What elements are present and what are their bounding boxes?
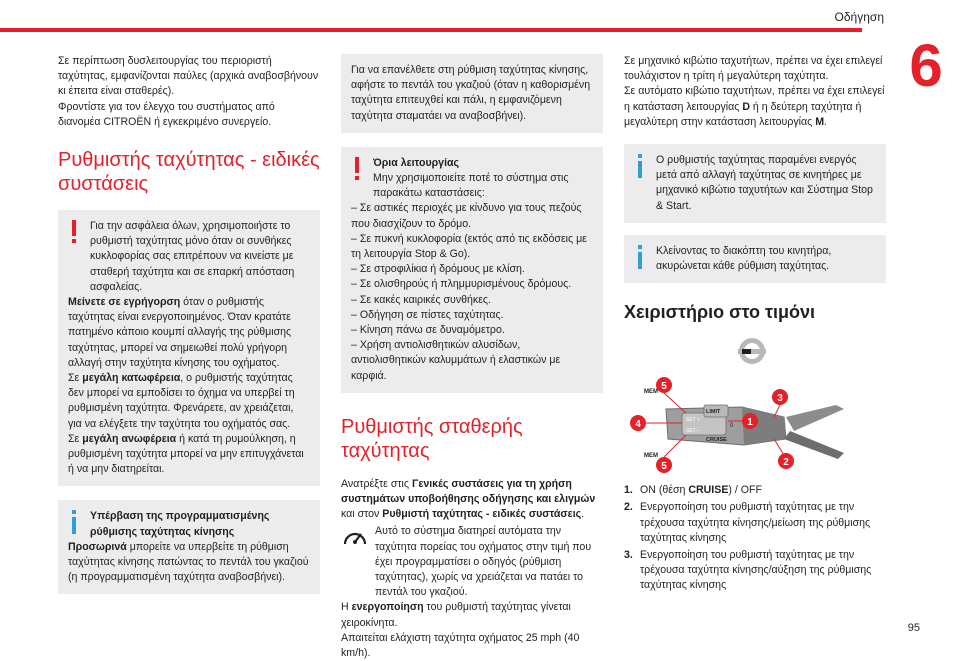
list-item: – Σε αστικές περιοχές με κίνδυνο για τους πεζούς που διασχίζουν το δρόμο. [351,202,582,230]
list-item: – Χρήση αντιολισθητικών αλυσίδων, αντιολισθητικών καλυμμάτων ή ελαστικών με καρφιά. [351,339,561,382]
zero-label: 0 [730,423,734,430]
cruise-control-icon [341,524,369,552]
steering-wheel-icon [738,338,766,364]
list-item: – Σε ολισθηρούς ή πλημμυρισμένους δρόμους. [351,278,572,291]
callout-5-top [656,377,672,393]
box-text: Για να επανέλθετε στη ρύθμιση ταχύτητας κίνησης, αφήστε το πεντάλ του γκαζιού (όταν η καθορισμένη ταχύτητα επιτευχθεί και πάλι, η εμφανιζόμενη ταχύτητα σταματάει να αναβοσβήνει). [351,64,591,122]
info-text: Κλείνοντας το διακόπτη του κινητήρα, ακυρώνεται κάθε ρύθμιση ταχύτητας. [656,244,832,273]
warning-paragraph: Σε μεγάλη ανωφέρεια ή κατά τη ρυμούλκηση, η ρυθμισμένη ταχύτητα μπορεί να μην επιτυγχάνεται ή να μην διατηρείται. [68,432,304,476]
steering-control-diagram [624,335,886,479]
numbered-list [624,483,886,593]
reference-paragraph: Ανατρέξτε στις Γενικές συστάσεις για τη χρήση συστημάτων υποβοήθησης οδήγησης και ελιγμών και στον Ρυθμιστή ταχύτητας - ειδικές συστάσεις. [341,477,596,521]
limit-label: LIMIT [706,409,721,416]
column-2 [341,54,603,661]
page-number: 95 [907,622,920,634]
callout-2 [778,453,794,469]
section-heading: Ρυθμιστής ταχύτητας - ειδικές συστάσεις [58,149,320,196]
column-1 [58,54,320,594]
header-rule [0,28,862,32]
limits-intro: Μην χρησιμοποιείτε ποτέ το σύστημα στις παρακάτω καταστάσεις: [373,172,569,200]
svg-text:5: 5 [661,381,667,393]
set-minus-label: SET – [686,428,700,435]
info-box [624,144,886,223]
warning-icon [70,220,78,244]
info-box [624,235,886,283]
paragraph: Σε αυτόματο κιβώτιο ταχυτήτων, πρέπει να έχει επιλεγεί η κατάσταση λειτουργίας D ή η δεύτερη ταχύτητα ή μεγαλύτερη στην κατάσταση λειτουργίας M. [624,85,885,128]
warning-paragraph: Σε μεγάλη κατωφέρεια, ο ρυθμιστής ταχύτητας δεν μπορεί να εμποδίσει το όχημα να υπερβεί τη ρυθμισμένη ταχύτητα. Φρενάρετε, αν χρειάζεται, για να ελέγξετε την ταχύτητα του οχήματός σας. [68,372,295,430]
limits-warning-box [341,147,603,393]
list-item: – Κίνηση πάνω σε δυναμόμετρο. [351,324,505,337]
set-plus-label: SET + [686,417,700,424]
section-heading: Ρυθμιστής σταθερής ταχύτητας [341,415,523,462]
info-icon [70,510,78,534]
mem-top-label: MEM [644,389,658,396]
paragraph: Απαιτείται ελάχιστη ταχύτητα οχήματος 25 mph (40 km/h). [341,631,580,660]
list-item: – Οδήγηση σε πίστες ταχύτητας. [351,308,504,321]
info-text: Ο ρυθμιστής ταχύτητας παραμένει ενεργός μετά από αλλαγή ταχύτητας σε κινητήρες με μηχανικό κιβώτιο ταχυτήτων και Σύστημα Stop & Start. [656,154,873,212]
info-icon [636,154,644,178]
paragraph: Σε μηχανικό κιβώτιο ταχυτήτων, πρέπει να έχει επιλεγεί τουλάχιστον η τρίτη ή μεγαλύτερη ταχύτητα. [624,55,883,83]
info-text: Προσωρινά μπορείτε να υπερβείτε τη ρύθμιση ταχύτητας κίνησης πατώντας το πεντάλ του γκαζιού (η προγραμματισμένη ταχύτητα αναβοσβήνει). [68,540,309,584]
callout-5-bottom [656,457,672,473]
info-icon [636,245,644,269]
limits-title: Όρια λειτουργίας [373,156,460,169]
warning-box [58,210,320,486]
chapter-number: 6 [909,32,943,99]
paragraph: Φροντίστε για τον έλεγχο του συστήματος από διανομέα CITROËN ή εγκεκριμένο συνεργείο. [58,100,275,128]
mem-bottom-label: MEM [644,453,658,460]
info-box [58,500,320,594]
section-title: Οδήγηση [834,10,884,24]
svg-text:4: 4 [635,419,641,431]
paragraph: Σε περίπτωση δυσλειτουργίας του περιοριστή ταχύτητας, εμφανίζονται παύλες (αρχικά αναβοσβήνουν κι έπειτα είναι σταθερές). [58,55,319,98]
paragraph: Αυτό το σύστημα διατηρεί αυτόματα την ταχύτητα πορείας του οχήματος στην τιμή που έχει προγραμματίσει ο οδηγός (ρύθμιση ταχύτητας), χωρίς να χρειάζεται να πατάει το πεντάλ του γκαζιού. [375,525,592,599]
svg-text:2: 2 [783,457,789,469]
list-item: 3. Ενεργοποίηση του ρυθμιστή ταχύτητας με την τρέχουσα ταχύτητα κίνησης/αύξηση της ρύθμισης ταχύτητας κίνησης [624,549,872,592]
paragraph: Η ενεργοποίηση του ρυθμιστή ταχύτητας γίνεται χειροκίνητα. [341,601,571,629]
section-heading: Χειριστήριο στο τιμόνι [624,302,816,323]
list-item: – Σε πυκνή κυκλοφορία (εκτός από τις εκδόσεις με τη λειτουργία Stop & Go). [351,232,587,261]
callout-3 [772,389,788,405]
column-3 [624,54,886,594]
list-item: 2. Ενεργοποίηση του ρυθμιστή ταχύτητας με την τρέχουσα ταχύτητα κίνησης/μείωση της ρύθμισης ταχύτητας κίνησης [624,501,871,544]
svg-text:5: 5 [661,461,667,473]
warning-text: Για την ασφάλεια όλων, χρησιμοποιήστε το ρυθμιστή ταχύτητας μόνο όταν οι συνθήκες κυκλοφορίας σας επιτρέπουν να κινείστε με σταθερή ταχύτητα και σε επαρκή απόσταση ασφαλείας. [90,220,295,293]
svg-text:1: 1 [747,417,753,429]
steering-control-illustration [624,335,886,479]
warning-icon [353,157,361,181]
cruise-description [341,524,603,600]
cruise-label: CRUISE [706,437,727,444]
callout-1 [742,413,758,429]
continuation-box [341,54,603,133]
svg-text:3: 3 [777,393,783,405]
list-item: – Σε στροφιλίκια ή δρόμους με κλίση. [351,263,525,276]
warning-paragraph: Μείνετε σε εγρήγορση όταν ο ρυθμιστής ταχύτητας είναι ενεργοποιημένος. Όταν κρατάτε πατημένο κάποιο κουμπί αλλαγής της ρύθμισης ταχύτητας, μπορεί να σημειωθεί πολύ γρήγορη αλλαγή στην ταχύτητα κίνησης του οχήματος. [68,296,292,369]
list-item: 1. ON (θέση CRUISE) / OFF [624,484,762,497]
list-item: – Σε κακές καιρικές συνθήκες. [351,293,491,306]
callout-4 [630,415,646,431]
info-title: Υπέρβαση της προγραμματισμένης ρύθμισης ταχύτητας κίνησης [90,510,270,538]
